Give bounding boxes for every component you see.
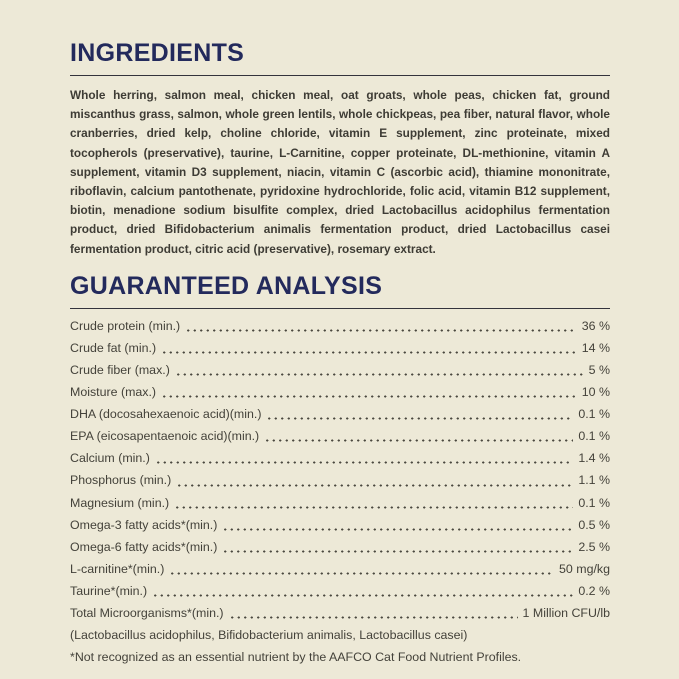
dot-leader [266, 403, 573, 425]
analysis-label: Crude protein (min.) [70, 318, 181, 333]
dot-leader [161, 381, 577, 403]
analysis-label: L-carnitine*(min.) [70, 561, 165, 576]
dot-leader [185, 315, 577, 337]
analysis-label: DHA (docosahexaenoic acid)(min.) [70, 407, 262, 422]
guaranteed-analysis-divider [70, 308, 610, 309]
guaranteed-analysis-title: GUARANTEED ANALYSIS [70, 271, 383, 300]
analysis-value: 0.1 % [578, 407, 610, 422]
analysis-row-total-microorganisms [70, 602, 610, 624]
analysis-value: 1.4 % [578, 451, 610, 466]
analysis-label: Calcium (min.) [70, 451, 150, 466]
analysis-row-magnesium [70, 492, 610, 514]
analysis-row-crude-protein [70, 315, 610, 337]
analysis-row-lcarnitine [70, 558, 610, 580]
analysis-row-dha [70, 403, 610, 425]
dot-leader [176, 469, 573, 491]
guaranteed-analysis-table [70, 315, 610, 669]
analysis-label: Magnesium (min.) [70, 495, 170, 510]
analysis-row-calcium [70, 447, 610, 469]
analysis-label: Total Microorganisms*(min.) [70, 606, 224, 621]
analysis-label: Phosphorus (min.) [70, 473, 172, 488]
dot-leader [222, 514, 573, 536]
ingredients-paragraph: Whole herring, salmon meal, chicken meal, oat groats, whole peas, chicken fat, ground miscanthus grass, salmon, whole green lentils, whole chickpeas, pea fiber, natural flavor, whole cranberries, dried kelp, choline chloride, vitamin E supplement, zinc proteinate, mixed tocopherols (preservative), taurine, L-Carnitine, copper proteinate, DL-methionine, vitamin A supplement, vitamin D3 supplement, niacin, vitamin C (ascorbic acid), thiamine mononitrate, riboflavin, calcium pantothenate, pyridoxine hydrochloride, folic acid, vitamin B12 supplement, biotin, menadione sodium bisulfite complex, dried Lactobacillus acidophilus fermentation product, dried Bifidobacterium animalis fermentation product, dried Lactobacillus casei fermentation product, citric acid (preservative), rosemary extract. [70, 88, 610, 256]
analysis-row-epa [70, 425, 610, 447]
analysis-row-phosphorus [70, 469, 610, 491]
dot-leader [161, 337, 577, 359]
dot-leader [229, 602, 518, 624]
analysis-label: Taurine*(min.) [70, 583, 148, 598]
analysis-label: Moisture (max.) [70, 385, 157, 400]
analysis-label: Omega-3 fatty acids*(min.) [70, 517, 218, 532]
analysis-row-taurine [70, 580, 610, 602]
aafco-footnote: *Not recognized as an essential nutrient by the AAFCO Cat Food Nutrient Profiles. [70, 650, 522, 665]
analysis-row-crude-fiber [70, 359, 610, 381]
dot-leader [155, 447, 573, 469]
analysis-value: 0.5 % [578, 517, 610, 532]
analysis-row-omega3 [70, 514, 610, 536]
dot-leader [174, 492, 573, 514]
microorganisms-note: (Lactobacillus acidophilus, Bifidobacterium animalis, Lactobacillus casei) [70, 628, 468, 643]
analysis-value: 0.1 % [578, 429, 610, 444]
ingredients-title: INGREDIENTS [70, 39, 245, 67]
analysis-label: Crude fiber (max.) [70, 363, 170, 378]
ingredients-divider [70, 75, 610, 76]
dot-leader [222, 536, 573, 558]
analysis-row-omega6 [70, 536, 610, 558]
analysis-value: 36 % [581, 318, 610, 333]
analysis-label: EPA (eicosapentaenoic acid)(min.) [70, 429, 260, 444]
analysis-value: 2.5 % [578, 539, 610, 554]
analysis-value: 10 % [581, 385, 610, 400]
analysis-value: 14 % [581, 340, 610, 355]
analysis-label: Omega-6 fatty acids*(min.) [70, 539, 218, 554]
analysis-label: Crude fat (min.) [70, 340, 157, 355]
dot-leader [169, 558, 554, 580]
analysis-value: 1.1 % [578, 473, 610, 488]
dot-leader [264, 425, 573, 447]
dot-leader [152, 580, 573, 602]
analysis-row-moisture [70, 381, 610, 403]
analysis-value: 50 mg/kg [559, 561, 610, 576]
analysis-value: 0.1 % [578, 495, 610, 510]
dot-leader [175, 359, 584, 381]
analysis-value: 0.2 % [578, 583, 610, 598]
analysis-value: 5 % [588, 363, 610, 378]
analysis-value: 1 Million CFU/lb [522, 606, 610, 621]
analysis-row-crude-fat [70, 337, 610, 359]
